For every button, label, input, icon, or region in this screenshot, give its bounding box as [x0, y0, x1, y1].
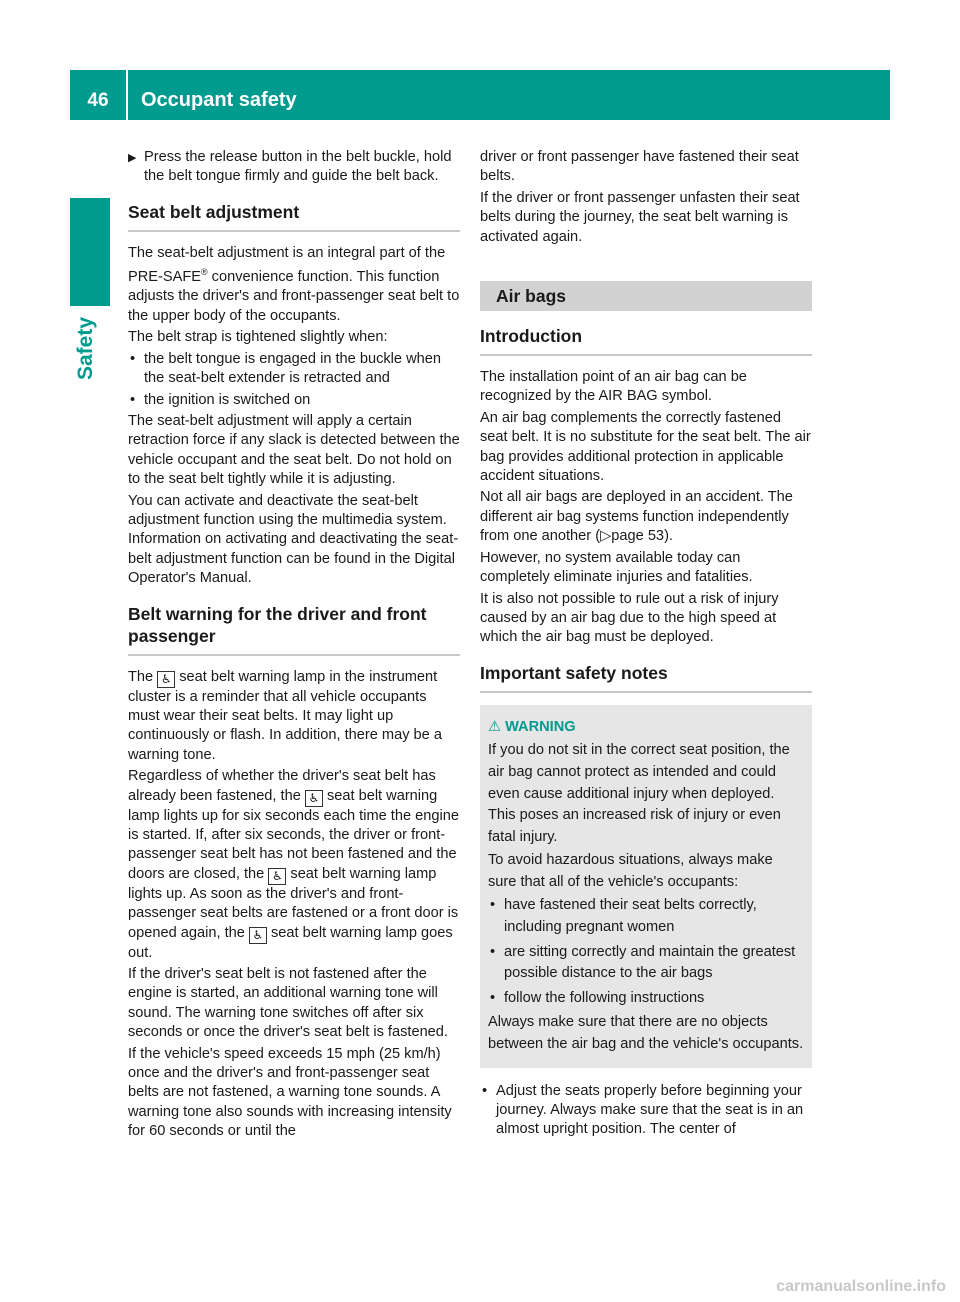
paragraph [128, 668, 460, 766]
page-header [70, 70, 890, 120]
list-item-text: are sitting correctly and maintain the greatest possible distance to the air bags [504, 943, 796, 982]
paragraph: If the driver's seat belt is not fastened after the engine is started, an additional warning tone will sound. The warning tone switches off after six seconds or once the driver's seat belt is fastened. [128, 966, 448, 1041]
list-item-text: follow the following instructions [504, 989, 705, 1006]
instruction-text: Press the release button in the belt buckle, hold the belt tongue firmly and guide the belt back. [144, 149, 452, 185]
paragraph: If the vehicle's speed exceeds 15 mph (25 km/h) once and the driver's and front-passenger seat belts are not fastened, a warning tone sounds. A warning tone also sounds with increasing intensity for 60 seconds or until the [128, 1045, 452, 1140]
instruction-step [128, 148, 460, 187]
warning-title [488, 717, 804, 739]
paragraph: If you do not sit in the correct seat position, the air bag cannot protect as intended and could even cause additional injury when deployed. This poses an increased risk of injury or even fatal injury. [488, 742, 790, 845]
heading-rule [480, 354, 812, 356]
bullet-icon: • [490, 943, 496, 960]
paragraph: The installation point of an air bag can be recognized by the AIR BAG symbol. [480, 369, 747, 405]
paragraph: An air bag complements the correctly fastened seat belt. It is no substitute for the seat belt. The air bag provides additional protection in applicable accident situations. [480, 409, 811, 485]
warning-title-text: WARNING [505, 718, 576, 735]
text-span: seat belt warning lamp in the instrument cluster is a reminder that all vehicle occupants must wear their seat belts. It may light up continuously or flash. In addition, there may be a warning tone. [128, 668, 442, 763]
paragraph: However, no system available today can completely eliminate injuries and fatalities. [480, 549, 753, 586]
list-item [488, 895, 804, 938]
text-span: ). [664, 528, 673, 545]
left-column [128, 148, 460, 1144]
list-item [128, 350, 460, 389]
header-divider [126, 70, 128, 120]
list-item [488, 942, 804, 985]
bullet-icon: • [490, 897, 496, 914]
bullet-list [488, 895, 804, 1009]
paragraph: It is also not possible to rule out a risk of injury caused by an air bag due to the high speed at which the air bag must be deployed. [480, 590, 779, 646]
bullet-list [128, 350, 460, 410]
bullet-icon: • [490, 989, 496, 1006]
heading-important-safety-notes: Important safety notes [480, 662, 668, 683]
warning-box [480, 705, 812, 1068]
text-span: seat belt warning lamp lights up for six seconds each time the engine is started. If, after six seconds, the driver or front-passenger seat belt has not been fastened and the doors are closed, the [128, 787, 459, 882]
heading-rule [480, 691, 812, 693]
bullet-icon: • [130, 391, 136, 408]
footer-watermark: carmanualsonline.info [776, 1278, 946, 1295]
section-tab-label: Safety [74, 316, 97, 380]
text-span: seat belt warning lamp lights up. As soon as the driver's and front-passenger seat belts are fastened or a front door is opened again, the [128, 865, 459, 941]
seat-belt-warning-icon: ♿ [268, 868, 286, 885]
page-title: Occupant safety [141, 89, 297, 111]
instruction-arrow-icon: ▶ [128, 152, 137, 164]
seat-belt-warning-icon: ♿ [157, 671, 175, 688]
paragraph: driver or front passenger have fastened their seat belts. [480, 149, 799, 185]
paragraph [128, 244, 460, 326]
paragraph [480, 488, 812, 546]
list-item-text: the belt tongue is engaged in the buckle when the seat-belt extender is retracted and [144, 350, 441, 387]
spacer [480, 249, 812, 281]
bullet-list [480, 1082, 812, 1140]
heading-belt-warning: Belt warning for the driver and front passenger [128, 603, 427, 646]
text-span: Not all air bags are deployed in an accident. The different air bag systems function independently from one another ( [480, 489, 793, 545]
paragraph: Always make sure that there are no objects between the air bag and the vehicle's occupants. [488, 1014, 804, 1053]
warning-triangle-icon: ⚠ [488, 718, 502, 735]
list-item [480, 1082, 812, 1140]
page-number: 46 [87, 90, 109, 111]
bullet-icon: • [482, 1082, 488, 1099]
page-ref-arrow-icon: ▷ [600, 528, 612, 545]
section-band-air-bags: Air bags [480, 281, 812, 311]
seat-belt-warning-icon: ♿ [249, 927, 267, 944]
list-item-text: Adjust the seats properly before beginning your journey. Always make sure that the seat is in an almost upright position. The center of [496, 1082, 804, 1138]
text-span: Regardless of whether the driver's seat belt has already been fastened, the [128, 768, 436, 804]
paragraph: To avoid hazardous situations, always make sure that all of the vehicle's occupants: [488, 852, 773, 890]
page-reference-link[interactable]: page 53 [611, 528, 665, 545]
paragraph: You can activate and deactivate the seat-belt adjustment function using the multimedia system. Information on activating and deactivating the seat-belt adjustment function can be found in the Digital Operator's Manual. [128, 492, 459, 587]
heading-rule [128, 230, 460, 232]
seat-belt-warning-icon: ♿ [305, 790, 323, 807]
list-item [488, 988, 804, 1010]
section-tab-marker [70, 198, 110, 306]
heading-seat-belt-adjustment: Seat belt adjustment [128, 201, 300, 222]
text-span: The seat-belt adjustment is an integral part of the PRE-SAFE [128, 244, 446, 286]
paragraph: The belt strap is tightened slightly when: [128, 329, 388, 346]
registered-mark: ® [200, 267, 208, 278]
text-span: The [128, 668, 158, 685]
paragraph: If the driver or front passenger unfasten their seat belts during the journey, the seat belt warning is activated again. [480, 189, 800, 245]
paragraph [128, 767, 460, 963]
heading-introduction: Introduction [480, 326, 583, 347]
heading-rule [128, 654, 460, 656]
paragraph: The seat-belt adjustment will apply a certain retraction force if any slack is detected between the vehicle occupant and the seat belt. Do not hold on to the seat belt tightly while it is adjusting. [128, 412, 460, 488]
bullet-icon: • [130, 350, 136, 367]
list-item-text: the ignition is switched on [144, 391, 311, 408]
list-item [128, 391, 460, 410]
text-span: seat belt warning lamp goes out. [128, 924, 453, 961]
list-item-text: have fastened their seat belts correctly, including pregnant women [504, 897, 757, 936]
right-column [480, 148, 812, 1142]
text-span: convenience function. This function adjusts the driver's and front-passenger seat belt to the upper body of the occupants. [128, 269, 460, 324]
